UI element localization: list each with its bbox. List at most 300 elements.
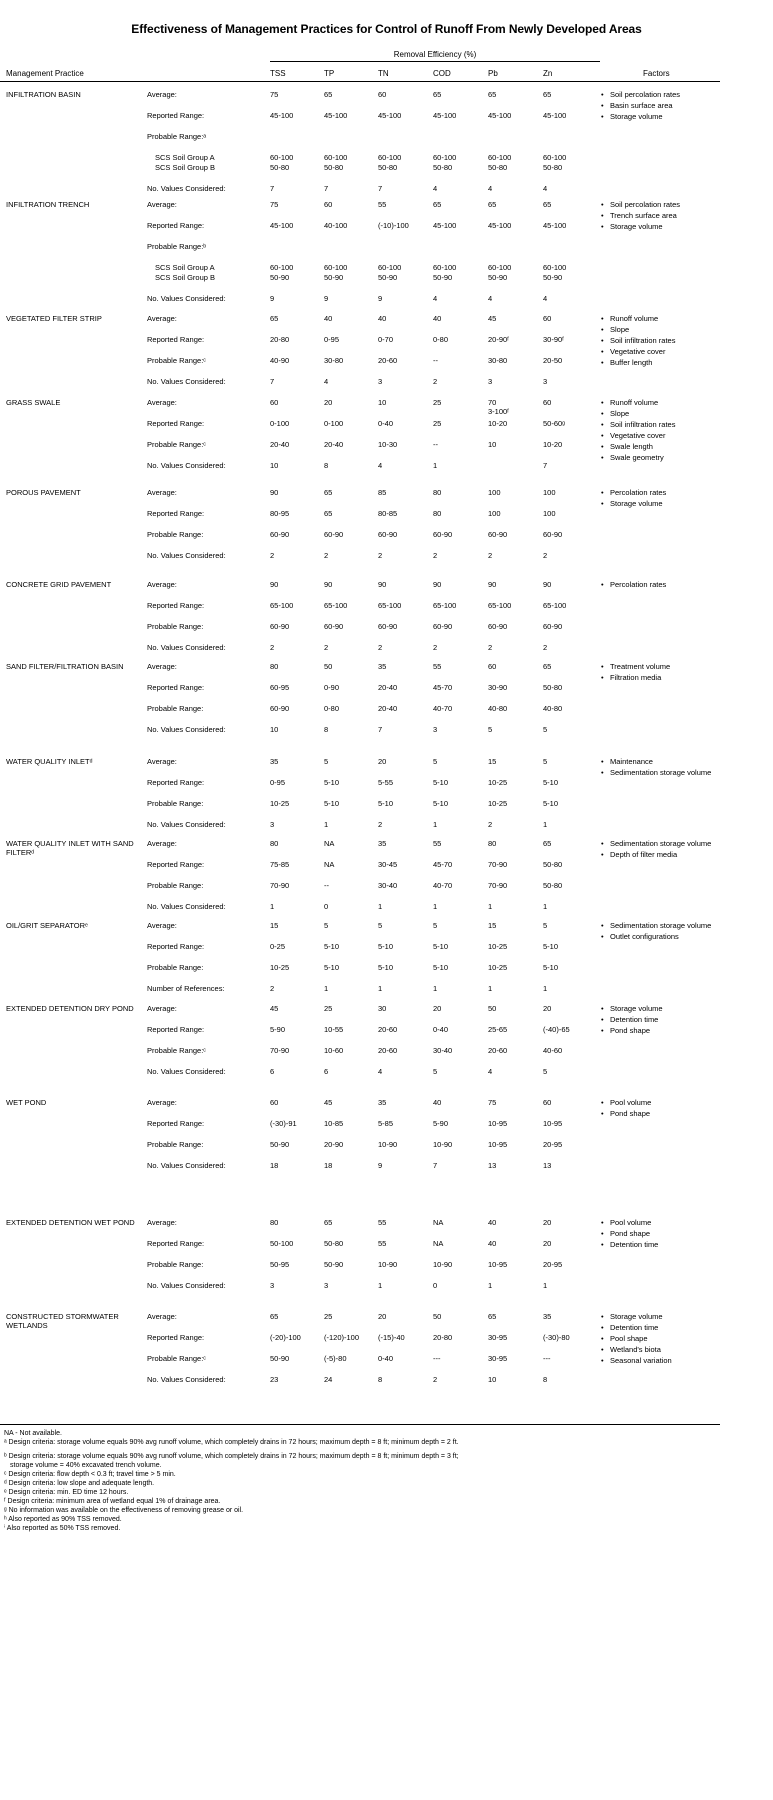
row-label: Average: [147, 662, 177, 671]
row-label: No. Values Considered: [147, 820, 226, 829]
value-cell: 65 [488, 90, 497, 99]
row-label: Reported Range: [147, 1025, 205, 1034]
factor-text: Slope [610, 409, 630, 418]
value-cell: 60-100 [270, 263, 294, 272]
value-cell: 0-100 [324, 419, 344, 428]
value-cell: 10-25 [488, 942, 508, 951]
row-label: Average: [147, 1312, 177, 1321]
bullet-icon: • [601, 200, 604, 209]
value-cell: 10-25 [270, 963, 290, 972]
bullet-icon: • [601, 1229, 604, 1238]
column-header-zn: Zn [543, 69, 553, 78]
value-cell: 60 [270, 1098, 279, 1107]
value-cell: 5-10 [324, 942, 340, 951]
value-cell: -- [433, 440, 438, 449]
value-cell: 10 [270, 461, 279, 470]
value-cell: -- [324, 881, 329, 890]
value-cell: 20 [433, 1004, 442, 1013]
value-cell: 5-10 [543, 778, 559, 787]
value-cell: 2 [433, 643, 438, 652]
footnote: ᵉ Design criteria: min. ED time 12 hours. [4, 1489, 129, 1496]
factor-text: Maintenance [610, 757, 653, 766]
value-cell: 5-55 [378, 778, 394, 787]
factor-text: Runoff volume [610, 314, 659, 323]
bullet-icon: • [601, 101, 604, 110]
bullet-icon: • [601, 850, 604, 859]
value-cell: 20-40 [270, 440, 290, 449]
practice-name: SAND FILTER/FILTRATION BASIN [6, 662, 124, 671]
column-header-tp: TP [324, 69, 335, 78]
value-cell: 1 [433, 461, 438, 470]
factor-item [601, 757, 721, 766]
factor-item [601, 1345, 721, 1354]
row-label: Number of References: [147, 984, 225, 993]
value-cell: 20-60 [488, 1046, 508, 1055]
factor-item [601, 499, 721, 508]
value-cell: 10-90 [433, 1260, 453, 1269]
value-cell: 3 [270, 820, 275, 829]
value-cell: 75 [270, 90, 279, 99]
value-cell: 5-90 [270, 1025, 286, 1034]
value-cell: 0-40 [378, 419, 394, 428]
row-label: No. Values Considered: [147, 551, 226, 560]
value-cell: 5 [543, 757, 548, 766]
value-cell: 15 [270, 921, 279, 930]
value-cell: 65 [488, 200, 497, 209]
value-cell: 8 [324, 725, 329, 734]
footnote: ⁱ Also reported as 50% TSS removed. [4, 1525, 121, 1532]
value-cell: 2 [378, 551, 383, 560]
factor-item [601, 1026, 721, 1035]
row-label: No. Values Considered: [147, 294, 226, 303]
value-cell: 9 [324, 294, 329, 303]
value-cell: 8 [543, 1375, 548, 1384]
value-cell: 4 [433, 294, 438, 303]
row-label: Probable Range:ᶜ [147, 1046, 206, 1055]
factors-list [601, 839, 721, 861]
value-cell: 50-90 [378, 273, 398, 282]
factor-text: Pond shape [610, 1229, 651, 1238]
value-cell: (-120)-100 [324, 1333, 360, 1342]
factor-text: Slope [610, 325, 630, 334]
row-label: SCS Soil Group A [155, 263, 215, 272]
value-cell: 45-100 [378, 111, 402, 120]
row-label: Probable Range: [147, 704, 204, 713]
bullet-icon: • [601, 1015, 604, 1024]
factor-text: Swale length [610, 442, 653, 451]
value-cell: 4 [543, 184, 548, 193]
bullet-icon: • [601, 1098, 604, 1107]
factor-text: Detention time [610, 1015, 659, 1024]
row-label: No. Values Considered: [147, 902, 226, 911]
practice-name: INFILTRATION BASIN [6, 90, 81, 99]
value-cell: 24 [324, 1375, 333, 1384]
bullet-icon: • [601, 325, 604, 334]
value-cell: 30-80 [324, 356, 344, 365]
value-cell: 1 [324, 984, 329, 993]
row-label: Average: [147, 90, 177, 99]
factors-list [601, 580, 721, 591]
bullet-icon: • [601, 453, 604, 462]
bullet-icon: • [601, 1026, 604, 1035]
value-cell: 70-90 [488, 881, 508, 890]
value-cell: 10-90 [378, 1260, 398, 1269]
value-cell: 55 [433, 662, 442, 671]
value-cell: 65 [543, 839, 552, 848]
row-label: Average: [147, 488, 177, 497]
value-cell: 20-40 [378, 683, 398, 692]
factor-item [601, 442, 721, 451]
value-cell: 18 [270, 1161, 279, 1170]
value-cell: 80 [488, 839, 497, 848]
value-cell: 90 [488, 580, 497, 589]
factor-item [601, 90, 721, 99]
value-cell: 4 [543, 294, 548, 303]
value-cell: 100 [488, 509, 501, 518]
value-cell: 0-80 [433, 335, 449, 344]
value-cell: 45-100 [543, 221, 567, 230]
value-cell: 80-85 [378, 509, 398, 518]
row-label: Average: [147, 1004, 177, 1013]
factor-item [601, 325, 721, 334]
value-cell: 10-20 [488, 419, 508, 428]
value-cell: 9 [378, 1161, 383, 1170]
value-cell: 20-95 [543, 1140, 563, 1149]
value-cell: 60-90 [378, 530, 398, 539]
value-cell: 2 [270, 984, 275, 993]
row-label: Average: [147, 757, 177, 766]
value-cell: 10-95 [488, 1140, 508, 1149]
factor-item [601, 1240, 721, 1249]
row-label: Reported Range: [147, 778, 205, 787]
value-cell: 40 [324, 314, 333, 323]
row-label: Reported Range: [147, 860, 205, 869]
factor-item [601, 314, 721, 323]
value-cell: 13 [488, 1161, 497, 1170]
factor-text: Soil percolation rates [610, 200, 681, 209]
factors-list [601, 921, 721, 943]
value-cell: 50 [324, 662, 333, 671]
value-cell: 35 [378, 839, 387, 848]
value-cell: 35 [543, 1312, 552, 1321]
factor-text: Soil infiltration rates [610, 420, 676, 429]
value-cell: 3 [324, 1281, 329, 1290]
value-cell: 10 [270, 725, 279, 734]
row-label: Average: [147, 398, 177, 407]
value-cell: 40-90 [270, 356, 290, 365]
factor-item [601, 488, 721, 497]
value-cell: 10 [488, 440, 497, 449]
value-cell: 80 [270, 1218, 279, 1227]
factor-item [601, 1015, 721, 1024]
value-cell: 45-100 [433, 111, 457, 120]
value-cell: 0-95 [270, 778, 286, 787]
value-cell: 25 [433, 398, 442, 407]
value-cell: 50 [488, 1004, 497, 1013]
value-cell: (-5)-80 [324, 1354, 347, 1363]
value-cell: 2 [378, 820, 383, 829]
value-cell: 2 [270, 643, 275, 652]
factor-text: Detention time [610, 1323, 659, 1332]
value-cell: 45-100 [488, 221, 512, 230]
bullet-icon: • [601, 112, 604, 121]
value-cell: --- [433, 1354, 441, 1363]
value-cell: 20 [378, 757, 387, 766]
value-cell: 20-80 [433, 1333, 453, 1342]
factors-list [601, 662, 721, 684]
value-cell: 8 [378, 1375, 383, 1384]
value-cell: 50-90 [270, 273, 290, 282]
value-cell: 40-70 [433, 704, 453, 713]
row-label: No. Values Considered: [147, 643, 226, 652]
value-cell: 10-85 [324, 1119, 344, 1128]
value-cell: 65 [543, 200, 552, 209]
value-cell: 55 [433, 839, 442, 848]
bullet-icon: • [601, 662, 604, 671]
factor-item [601, 1098, 721, 1107]
value-cell: 60 [324, 200, 333, 209]
factor-item [601, 662, 721, 671]
value-cell: 50-90 [324, 1260, 344, 1269]
row-label: Reported Range: [147, 683, 205, 692]
row-label: Reported Range: [147, 1239, 205, 1248]
bullet-icon: • [601, 1312, 604, 1321]
value-cell: 25 [433, 419, 442, 428]
value-cell: 65-100 [433, 601, 457, 610]
value-cell: 20-95 [543, 1260, 563, 1269]
value-cell: 7 [433, 1161, 438, 1170]
value-cell: 10-90 [378, 1140, 398, 1149]
value-cell: 5-10 [433, 942, 449, 951]
value-cell: 90 [324, 580, 333, 589]
value-cell: 35 [378, 1098, 387, 1107]
factor-item [601, 101, 721, 110]
value-cell: 20-40 [378, 704, 398, 713]
factor-text: Depth of filter media [610, 850, 678, 859]
bullet-icon: • [601, 1218, 604, 1227]
value-cell: 10 [488, 1375, 497, 1384]
value-cell: 10-20 [543, 440, 563, 449]
value-cell: 9 [378, 294, 383, 303]
practice-name: INFILTRATION TRENCH [6, 200, 90, 209]
value-cell: 30-80 [488, 356, 508, 365]
row-label: Probable Range:ᵇ [147, 242, 207, 251]
value-cell: 65-100 [543, 601, 567, 610]
practice-name: WET POND [6, 1098, 47, 1107]
value-cell: 5-10 [324, 799, 340, 808]
factor-text: Pond shape [610, 1109, 651, 1118]
value-cell: 65 [324, 488, 333, 497]
value-cell: 40-70 [433, 881, 453, 890]
value-cell: 100 [488, 488, 501, 497]
value-cell: 5-10 [543, 799, 559, 808]
value-cell: 5 [324, 757, 329, 766]
value-cell: 50-90 [433, 273, 453, 282]
row-label: No. Values Considered: [147, 377, 226, 386]
factor-item [601, 222, 721, 231]
value-cell: (-20)-100 [270, 1333, 301, 1342]
footnote: ᵇ Design criteria: storage volume equals 90% avg runoff volume, which completely drains in 72 hours; maximum depth = 8 ft; minimum depth = 3 ft; [4, 1453, 459, 1460]
practice-name: EXTENDED DETENTION DRY POND [6, 1004, 134, 1013]
value-cell: 45 [488, 314, 497, 323]
row-label: Reported Range: [147, 1119, 205, 1128]
row-label: Probable Range: [147, 622, 204, 631]
value-cell: 60-100 [543, 263, 567, 272]
row-label: Reported Range: [147, 419, 205, 428]
footnote: ᶜ Design criteria: flow depth < 0.3 ft; travel time > 5 min. [4, 1471, 176, 1478]
value-cell: 2 [543, 551, 548, 560]
value-cell: 60-100 [488, 153, 512, 162]
value-cell: 30-45 [378, 860, 398, 869]
factor-text: Treatment volume [610, 662, 671, 671]
practice-name: WATER QUALITY INLETᵈ [6, 757, 93, 766]
bullet-icon: • [601, 499, 604, 508]
value-cell: 0-25 [270, 942, 286, 951]
factor-text: Sedimentation storage volume [610, 768, 712, 777]
value-cell: 80 [433, 488, 442, 497]
value-cell: 4 [488, 184, 493, 193]
value-cell: 60-90 [270, 704, 290, 713]
row-label: Probable Range:ᵃ [147, 132, 207, 141]
row-label: No. Values Considered: [147, 1067, 226, 1076]
header-group-rule [270, 61, 600, 62]
value-cell: 90 [433, 580, 442, 589]
value-cell: 90 [543, 580, 552, 589]
practice-name: EXTENDED DETENTION WET POND [6, 1218, 135, 1227]
value-cell: 75 [270, 200, 279, 209]
factor-text: Sedimentation storage volume [610, 839, 712, 848]
column-header-tn: TN [378, 69, 389, 78]
factor-text: Swale geometry [610, 453, 664, 462]
value-cell: 40 [433, 314, 442, 323]
row-label: Reported Range: [147, 601, 205, 610]
factor-text: Pool volume [610, 1098, 652, 1107]
value-cell: 0 [324, 902, 329, 911]
value-cell: 20-60 [378, 1046, 398, 1055]
value-cell: 60-90 [270, 622, 290, 631]
bullet-icon: • [601, 768, 604, 777]
value-cell: 35 [378, 662, 387, 671]
row-label: Probable Range:ᶜ [147, 356, 206, 365]
value-cell: 7 [543, 461, 548, 470]
factor-item [601, 420, 721, 429]
value-cell: 50-90 [270, 1140, 290, 1149]
value-cell: 7 [324, 184, 329, 193]
factor-text: Soil percolation rates [610, 90, 681, 99]
value-cell: 50-80 [543, 881, 563, 890]
factor-text: Pool shape [610, 1334, 648, 1343]
value-cell: 5-10 [378, 799, 394, 808]
value-cell: 1 [378, 984, 383, 993]
factor-text: Storage volume [610, 112, 663, 121]
factors-list [601, 1004, 721, 1037]
value-cell: 2 [488, 820, 493, 829]
bullet-icon: • [601, 1345, 604, 1354]
bullet-icon: • [601, 580, 604, 589]
value-cell: 65 [324, 90, 333, 99]
factor-text: Filtration media [610, 673, 662, 682]
factor-item [601, 398, 721, 407]
factor-text: Wetland's biota [610, 1345, 661, 1354]
value-cell: NA [433, 1239, 444, 1248]
value-cell: 75-85 [270, 860, 290, 869]
bullet-icon: • [601, 420, 604, 429]
row-label: Average: [147, 580, 177, 589]
bullet-icon: • [601, 1109, 604, 1118]
footnote: ᶠ Design criteria: minimum area of wetland equal 1% of drainage area. [4, 1498, 221, 1505]
value-cell: 7 [378, 725, 383, 734]
value-cell: (-15)-40 [378, 1333, 405, 1342]
value-cell: 20 [543, 1239, 552, 1248]
value-cell: 5-10 [433, 963, 449, 972]
value-cell: 4 [324, 377, 329, 386]
value-cell: (-10)-100 [378, 221, 409, 230]
value-cell: 40-80 [543, 704, 563, 713]
value-cell: 50-80 [543, 163, 563, 172]
value-cell: 60 [270, 398, 279, 407]
factors-list [601, 200, 721, 233]
value-cell: 5 [378, 921, 383, 930]
value-cell: 4 [433, 184, 438, 193]
row-label: Reported Range: [147, 1333, 205, 1342]
factor-item [601, 336, 721, 345]
row-label: Reported Range: [147, 942, 205, 951]
value-cell: 10 [378, 398, 387, 407]
value-cell: 40 [433, 1098, 442, 1107]
value-cell: 65-100 [488, 601, 512, 610]
factor-item [601, 1109, 721, 1118]
row-label: Reported Range: [147, 335, 205, 344]
value-cell: 80 [270, 662, 279, 671]
row-label: Average: [147, 314, 177, 323]
value-cell: 2 [433, 1375, 438, 1384]
factor-text: Basin surface area [610, 101, 673, 110]
practice-name: GRASS SWALE [6, 398, 61, 407]
row-label: Probable Range: [147, 1260, 204, 1269]
factor-item [601, 580, 721, 589]
footnote: ᵍ No information was available on the effectiveness of removing grease or oil. [4, 1507, 244, 1514]
value-cell: 45 [324, 1098, 333, 1107]
value-cell: 30-40 [433, 1046, 453, 1055]
value-cell: 60-90 [324, 530, 344, 539]
value-cell: 10-30 [378, 440, 398, 449]
value-cell: 5-10 [378, 963, 394, 972]
row-label: No. Values Considered: [147, 1281, 226, 1290]
value-cell: 60-100 [488, 263, 512, 272]
bullet-icon: • [601, 1240, 604, 1249]
value-cell: 20-90 [324, 1140, 344, 1149]
value-cell: 1 [543, 984, 548, 993]
value-cell: 45-100 [324, 111, 348, 120]
factors-list [601, 1312, 721, 1367]
value-cell: 20-60 [378, 1025, 398, 1034]
value-cell: 80 [270, 839, 279, 848]
value-cell: 65 [324, 509, 333, 518]
value-cell: 50-80 [378, 163, 398, 172]
value-cell: 50-80 [324, 1239, 344, 1248]
value-cell: 60 [543, 314, 552, 323]
value-cell: 10-90 [433, 1140, 453, 1149]
value-cell: 5-10 [324, 963, 340, 972]
factor-item [601, 112, 721, 121]
value-cell: --- [543, 1354, 551, 1363]
value-cell: (-30)-91 [270, 1119, 297, 1128]
value-cell: 1 [378, 1281, 383, 1290]
bullet-icon: • [601, 222, 604, 231]
value-cell: 1 [488, 902, 493, 911]
value-cell: 1 [378, 902, 383, 911]
row-label: No. Values Considered: [147, 184, 226, 193]
